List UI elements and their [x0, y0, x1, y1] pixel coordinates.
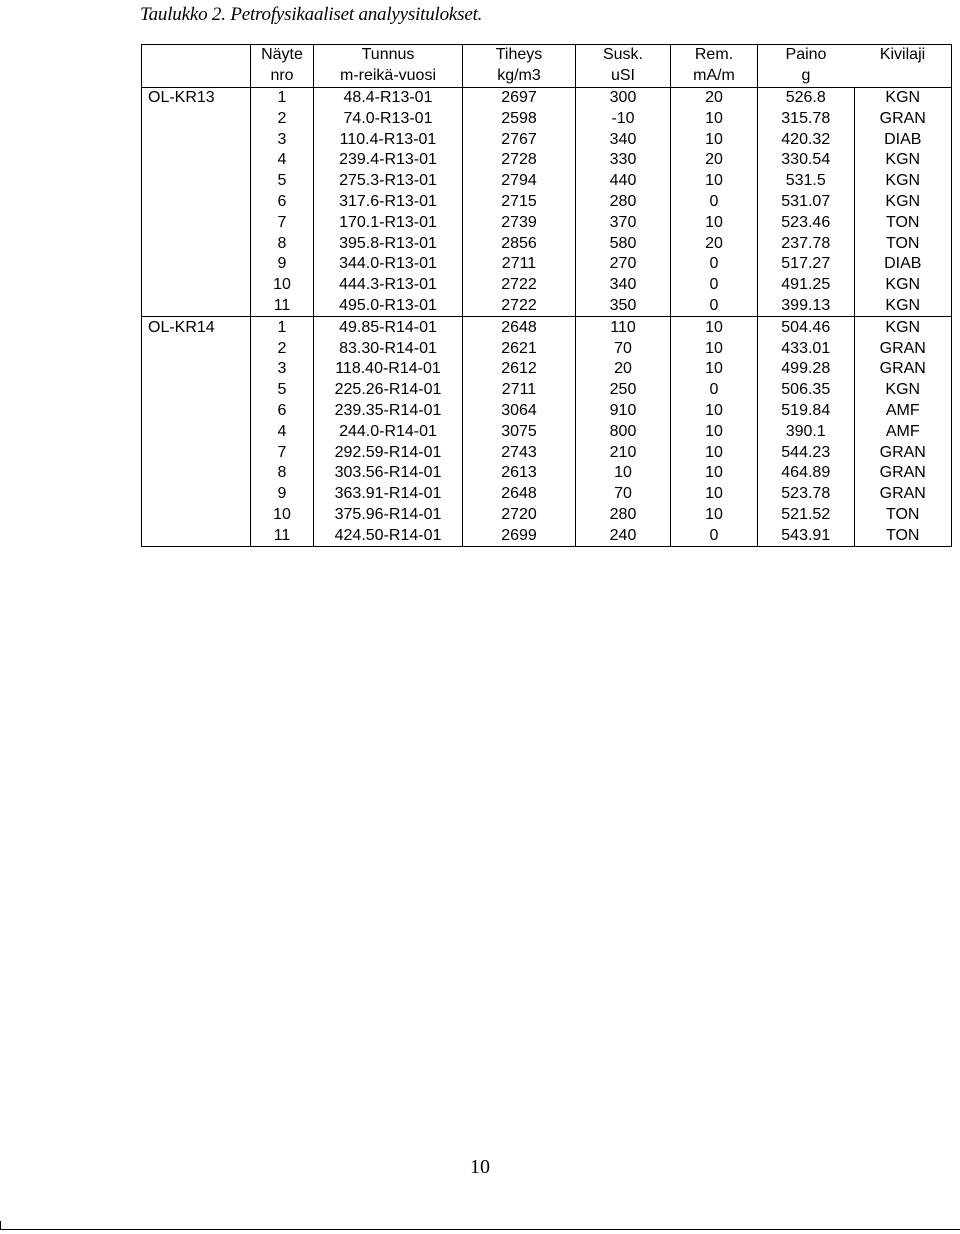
sample-number-cell: 7: [251, 442, 314, 463]
rock-type-cell: GRAN: [854, 484, 952, 505]
identifier-cell: 118.40-R14-01: [314, 359, 463, 380]
identifier-cell: 424.50-R14-01: [314, 525, 463, 546]
borehole-blank-cell: [142, 150, 251, 171]
rock-type-cell: KGN: [854, 296, 952, 317]
borehole-blank-cell: [142, 401, 251, 422]
density-cell: 2648: [463, 484, 576, 505]
table-row: [142, 171, 952, 192]
rock-type-cell: DIAB: [854, 129, 952, 150]
remanence-cell: 20: [671, 150, 758, 171]
borehole-blank-cell: [142, 212, 251, 233]
sample-number-cell: 11: [251, 296, 314, 317]
density-cell: 2699: [463, 525, 576, 546]
susceptibility-cell: 910: [576, 401, 671, 422]
table-row: [142, 442, 952, 463]
sample-number-cell: 7: [251, 212, 314, 233]
mass-cell: 523.78: [758, 484, 855, 505]
borehole-blank-cell: [142, 171, 251, 192]
identifier-cell: 170.1-R13-01: [314, 212, 463, 233]
identifier-cell: 303.56-R14-01: [314, 463, 463, 484]
header-row-2: [142, 66, 952, 87]
density-cell: 3064: [463, 401, 576, 422]
rock-type-cell: KGN: [854, 275, 952, 296]
rock-type-cell: GRAN: [854, 108, 952, 129]
remanence-cell: 20: [671, 87, 758, 108]
density-cell: 2648: [463, 317, 576, 338]
table-row: [142, 421, 952, 442]
identifier-cell: 395.8-R13-01: [314, 233, 463, 254]
sample-number-cell: 11: [251, 525, 314, 546]
header-susceptibility: Susk.: [576, 45, 671, 66]
table-row: [142, 484, 952, 505]
sample-number-cell: 6: [251, 401, 314, 422]
table-row: [142, 505, 952, 526]
page-number: 10: [470, 1156, 490, 1178]
mass-cell: 543.91: [758, 525, 855, 546]
mass-cell: 531.5: [758, 171, 855, 192]
borehole-blank-cell: [142, 359, 251, 380]
rock-type-cell: KGN: [854, 380, 952, 401]
table-row: [142, 401, 952, 422]
density-cell: 3075: [463, 421, 576, 442]
petrophysics-table: [141, 44, 952, 547]
susceptibility-cell: 270: [576, 254, 671, 275]
susceptibility-cell: 210: [576, 442, 671, 463]
density-cell: 2715: [463, 192, 576, 213]
identifier-cell: 225.26-R14-01: [314, 380, 463, 401]
remanence-cell: 10: [671, 108, 758, 129]
rock-type-cell: GRAN: [854, 359, 952, 380]
mass-cell: 390.1: [758, 421, 855, 442]
borehole-blank-cell: [142, 108, 251, 129]
borehole-blank-cell: [142, 463, 251, 484]
rock-type-cell: GRAN: [854, 442, 952, 463]
table-row: [142, 254, 952, 275]
table-row: [142, 108, 952, 129]
identifier-cell: 317.6-R13-01: [314, 192, 463, 213]
density-cell: 2728: [463, 150, 576, 171]
mass-cell: 315.78: [758, 108, 855, 129]
table-row: [142, 212, 952, 233]
susceptibility-cell: 280: [576, 505, 671, 526]
sample-number-cell: 6: [251, 192, 314, 213]
susceptibility-cell: 10: [576, 463, 671, 484]
susceptibility-cell: 370: [576, 212, 671, 233]
borehole-blank-cell: [142, 129, 251, 150]
sample-number-cell: 3: [251, 359, 314, 380]
borehole-blank-cell: [142, 505, 251, 526]
remanence-cell: 0: [671, 525, 758, 546]
borehole-blank-cell: [142, 380, 251, 401]
remanence-cell: 10: [671, 421, 758, 442]
header-identifier: Tunnus: [314, 45, 463, 66]
sample-number-cell: 1: [251, 317, 314, 338]
susceptibility-cell: 20: [576, 359, 671, 380]
header-rock-type-unit: [854, 66, 952, 87]
remanence-cell: 20: [671, 233, 758, 254]
density-cell: 2621: [463, 338, 576, 359]
remanence-cell: 10: [671, 463, 758, 484]
sample-number-cell: 9: [251, 484, 314, 505]
borehole-blank-cell: [142, 296, 251, 317]
identifier-cell: 83.30-R14-01: [314, 338, 463, 359]
header-remanence: Rem.: [671, 45, 758, 66]
borehole-blank-cell: [142, 233, 251, 254]
identifier-cell: 239.4-R13-01: [314, 150, 463, 171]
remanence-cell: 0: [671, 254, 758, 275]
susceptibility-cell: 800: [576, 421, 671, 442]
borehole-blank-cell: [142, 525, 251, 546]
header-sample-unit: nro: [251, 66, 314, 87]
density-cell: 2720: [463, 505, 576, 526]
susceptibility-cell: 330: [576, 150, 671, 171]
rock-type-cell: DIAB: [854, 254, 952, 275]
footer-rule: [0, 1229, 960, 1230]
header-mass: Paino: [758, 45, 855, 66]
borehole-blank-cell: [142, 338, 251, 359]
table-row: [142, 150, 952, 171]
borehole-label: OL-KR13: [142, 87, 251, 108]
table-row: [142, 359, 952, 380]
remanence-cell: 10: [671, 129, 758, 150]
remanence-cell: 0: [671, 380, 758, 401]
rock-type-cell: KGN: [854, 150, 952, 171]
identifier-cell: 110.4-R13-01: [314, 129, 463, 150]
borehole-blank-cell: [142, 275, 251, 296]
borehole-blank-cell: [142, 484, 251, 505]
susceptibility-cell: 250: [576, 380, 671, 401]
identifier-cell: 495.0-R13-01: [314, 296, 463, 317]
mass-cell: 526.8: [758, 87, 855, 108]
borehole-blank-cell: [142, 442, 251, 463]
header-identifier-unit: m-reikä-vuosi: [314, 66, 463, 87]
sample-number-cell: 8: [251, 233, 314, 254]
susceptibility-cell: 70: [576, 338, 671, 359]
sample-number-cell: 10: [251, 505, 314, 526]
rock-type-cell: KGN: [854, 317, 952, 338]
rock-type-cell: TON: [854, 212, 952, 233]
header-site-blank: [142, 45, 251, 66]
identifier-cell: 49.85-R14-01: [314, 317, 463, 338]
mass-cell: 330.54: [758, 150, 855, 171]
density-cell: 2794: [463, 171, 576, 192]
table-row: [142, 338, 952, 359]
susceptibility-cell: 440: [576, 171, 671, 192]
sample-number-cell: 1: [251, 87, 314, 108]
table-row: [142, 192, 952, 213]
mass-cell: 506.35: [758, 380, 855, 401]
susceptibility-cell: -10: [576, 108, 671, 129]
sample-number-cell: 9: [251, 254, 314, 275]
borehole-blank-cell: [142, 192, 251, 213]
density-cell: 2697: [463, 87, 576, 108]
density-cell: 2722: [463, 275, 576, 296]
table-row: [142, 129, 952, 150]
remanence-cell: 0: [671, 275, 758, 296]
identifier-cell: 48.4-R13-01: [314, 87, 463, 108]
rock-type-cell: TON: [854, 505, 952, 526]
remanence-cell: 10: [671, 317, 758, 338]
mass-cell: 464.89: [758, 463, 855, 484]
remanence-cell: 10: [671, 442, 758, 463]
header-row-1: [142, 45, 952, 66]
mass-cell: 499.28: [758, 359, 855, 380]
remanence-cell: 10: [671, 401, 758, 422]
density-cell: 2722: [463, 296, 576, 317]
remanence-cell: 0: [671, 296, 758, 317]
rock-type-cell: AMF: [854, 401, 952, 422]
remanence-cell: 10: [671, 359, 758, 380]
mass-cell: 519.84: [758, 401, 855, 422]
sample-number-cell: 2: [251, 108, 314, 129]
remanence-cell: 10: [671, 212, 758, 233]
density-cell: 2743: [463, 442, 576, 463]
sample-number-cell: 4: [251, 150, 314, 171]
remanence-cell: 0: [671, 192, 758, 213]
identifier-cell: 344.0-R13-01: [314, 254, 463, 275]
mass-cell: 420.32: [758, 129, 855, 150]
remanence-cell: 10: [671, 505, 758, 526]
table-row: [142, 380, 952, 401]
header-sample: Näyte: [251, 45, 314, 66]
header-remanence-unit: mA/m: [671, 66, 758, 87]
header-mass-unit: g: [758, 66, 855, 87]
susceptibility-cell: 280: [576, 192, 671, 213]
table-row: [142, 233, 952, 254]
susceptibility-cell: 70: [576, 484, 671, 505]
table-row: [142, 275, 952, 296]
borehole-blank-cell: [142, 421, 251, 442]
identifier-cell: 375.96-R14-01: [314, 505, 463, 526]
susceptibility-cell: 350: [576, 296, 671, 317]
footer-tick: [0, 1221, 1, 1229]
header-site-blank-2: [142, 66, 251, 87]
mass-cell: 399.13: [758, 296, 855, 317]
sample-number-cell: 10: [251, 275, 314, 296]
mass-cell: 531.07: [758, 192, 855, 213]
mass-cell: 237.78: [758, 233, 855, 254]
identifier-cell: 244.0-R14-01: [314, 421, 463, 442]
density-cell: 2767: [463, 129, 576, 150]
remanence-cell: 10: [671, 171, 758, 192]
sample-number-cell: 8: [251, 463, 314, 484]
borehole-label: OL-KR14: [142, 317, 251, 338]
rock-type-cell: KGN: [854, 192, 952, 213]
table-row: [142, 296, 952, 317]
susceptibility-cell: 580: [576, 233, 671, 254]
density-cell: 2711: [463, 380, 576, 401]
remanence-cell: 10: [671, 484, 758, 505]
mass-cell: 491.25: [758, 275, 855, 296]
header-susceptibility-unit: uSI: [576, 66, 671, 87]
mass-cell: 521.52: [758, 505, 855, 526]
mass-cell: 517.27: [758, 254, 855, 275]
identifier-cell: 239.35-R14-01: [314, 401, 463, 422]
header-density-unit: kg/m3: [463, 66, 576, 87]
identifier-cell: 74.0-R13-01: [314, 108, 463, 129]
rock-type-cell: KGN: [854, 171, 952, 192]
table-caption: Taulukko 2. Petrofysikaaliset analyysitulokset.: [140, 4, 483, 25]
header-density: Tiheys: [463, 45, 576, 66]
table-row: [142, 463, 952, 484]
mass-cell: 433.01: [758, 338, 855, 359]
susceptibility-cell: 340: [576, 129, 671, 150]
table-row: [142, 87, 952, 108]
mass-cell: 523.46: [758, 212, 855, 233]
header-rock-type: Kivilaji: [854, 45, 952, 66]
rock-type-cell: TON: [854, 233, 952, 254]
identifier-cell: 363.91-R14-01: [314, 484, 463, 505]
sample-number-cell: 3: [251, 129, 314, 150]
table-row: [142, 525, 952, 546]
rock-type-cell: TON: [854, 525, 952, 546]
mass-cell: 544.23: [758, 442, 855, 463]
susceptibility-cell: 300: [576, 87, 671, 108]
remanence-cell: 10: [671, 338, 758, 359]
susceptibility-cell: 240: [576, 525, 671, 546]
rock-type-cell: GRAN: [854, 338, 952, 359]
susceptibility-cell: 110: [576, 317, 671, 338]
identifier-cell: 444.3-R13-01: [314, 275, 463, 296]
density-cell: 2711: [463, 254, 576, 275]
density-cell: 2612: [463, 359, 576, 380]
susceptibility-cell: 340: [576, 275, 671, 296]
rock-type-cell: AMF: [854, 421, 952, 442]
sample-number-cell: 4: [251, 421, 314, 442]
borehole-blank-cell: [142, 254, 251, 275]
rock-type-cell: KGN: [854, 87, 952, 108]
density-cell: 2613: [463, 463, 576, 484]
identifier-cell: 275.3-R13-01: [314, 171, 463, 192]
sample-number-cell: 5: [251, 380, 314, 401]
table-body: [142, 87, 952, 547]
density-cell: 2856: [463, 233, 576, 254]
rock-type-cell: GRAN: [854, 463, 952, 484]
identifier-cell: 292.59-R14-01: [314, 442, 463, 463]
sample-number-cell: 5: [251, 171, 314, 192]
density-cell: 2598: [463, 108, 576, 129]
table-row: [142, 317, 952, 338]
sample-number-cell: 2: [251, 338, 314, 359]
density-cell: 2739: [463, 212, 576, 233]
mass-cell: 504.46: [758, 317, 855, 338]
